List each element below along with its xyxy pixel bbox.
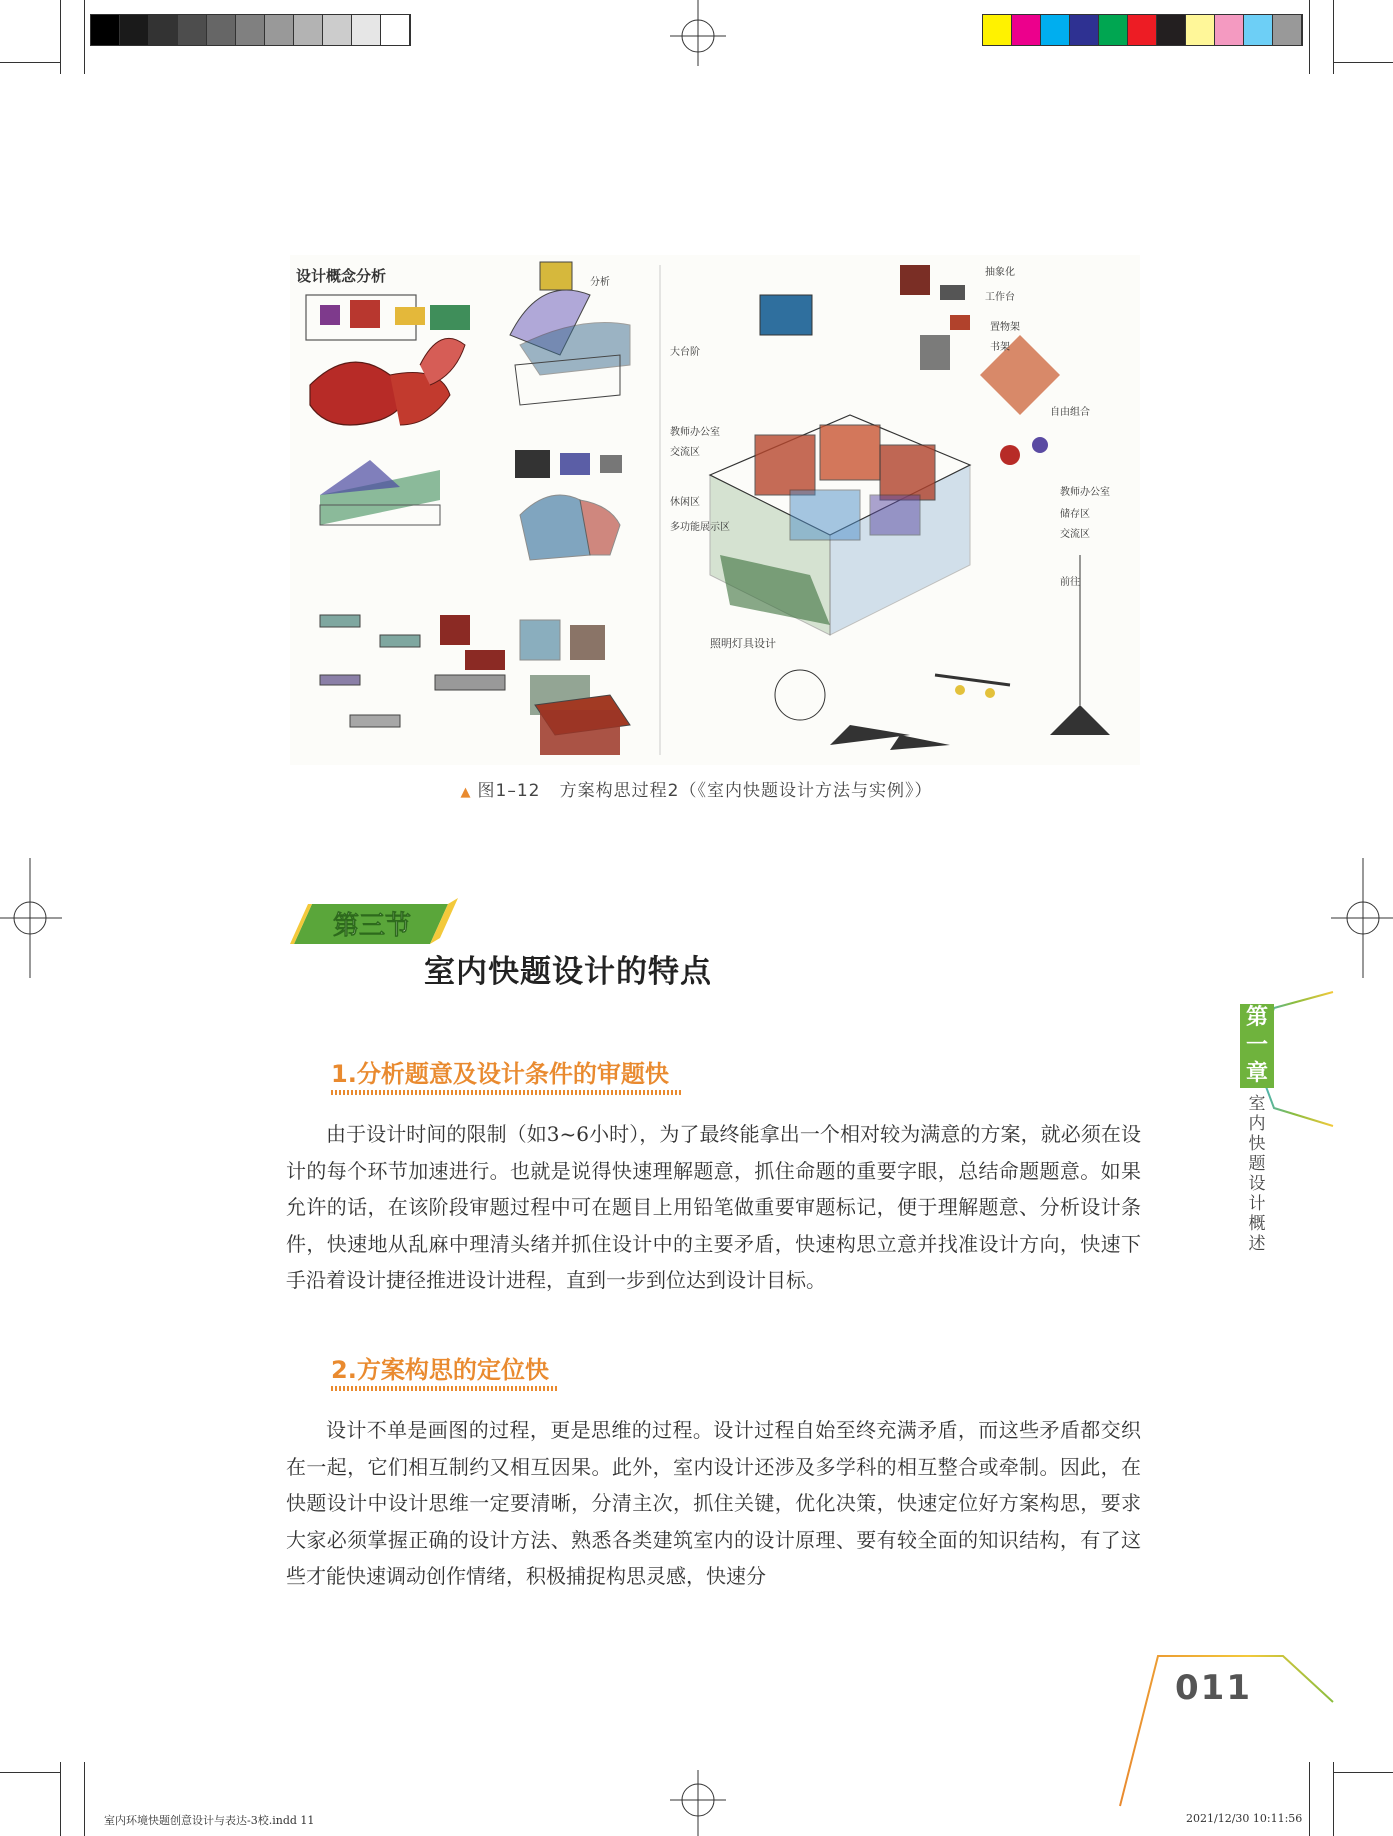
figure-caption (0, 776, 1393, 801)
caption-text: 方案构思过程2（《室内快题设计方法与实例》） (559, 781, 933, 801)
color-swatch (1157, 15, 1186, 45)
chapter-title-char: 题 (1248, 1154, 1266, 1174)
sketch-label: 教师办公室 (1060, 487, 1110, 498)
chapter-title-char: 计 (1248, 1194, 1266, 1214)
subsection-rule-1 (331, 1090, 683, 1095)
page-number: 011 (1175, 1668, 1252, 1708)
sketch-label: 工作台 (985, 292, 1015, 303)
color-swatch (1215, 15, 1244, 45)
chapter-title-char: 室 (1248, 1094, 1266, 1114)
caption-number: 图1–12 (477, 781, 541, 801)
crop-mark (60, 1762, 61, 1836)
gray-swatch (236, 15, 265, 45)
sketch-label: 分析 (590, 277, 610, 288)
sketch-illustration (290, 255, 1140, 765)
gray-swatch (352, 15, 381, 45)
subsection-heading-1: 1.分析题意及设计条件的审题快 (331, 1060, 669, 1088)
gray-swatch (149, 15, 178, 45)
color-swatch (1041, 15, 1070, 45)
paragraph-2: 设计不单是画图的过程，更是思维的过程。设计过程自始至终充满矛盾，而这些矛盾都交织在一起，它们相互制约又相互因果。此外，室内设计还涉及多学科的相互整合或牵制。因此，在快题设计中设计思维一定要清晰，分清主次，抓住关键，优化决策，快速定位好方案构思，要求大家必须掌握正确的设计方法、熟悉各类建筑室内的设计原理、要有较全面的知识结构，有了这些才能快速调动创作情绪，积极捕捉构思灵感，快速分 (286, 1418, 1141, 1589)
chapter-title-char: 内 (1248, 1114, 1266, 1134)
gray-swatch (120, 15, 149, 45)
footer-file-name: 室内环境快题创意设计与表达-3校.indd 11 (104, 1814, 315, 1827)
paragraph-1: 由于设计时间的限制（如3~6小时），为了最终能拿出一个相对较为满意的方案，就必须在设计的每个环节加速进行。也就是说得快速理解题意，抓住命题的重要字眼，总结命题题意。如果允许的话，在该阶段审题过程中可在题目上用铅笔做重要审题标记，便于理解题意、分析设计条件，快速地从乱麻中理清头绪并抓住设计中的主要矛盾，快速构思立意并找准设计方向，快速下手沿着设计捷径推进设计进程，直到一步到位达到设计目标。 (286, 1122, 1141, 1293)
chapter-number-box (1240, 1004, 1274, 1088)
sketch-label: 抽象化 (985, 267, 1015, 278)
sketch-title: 设计概念分析 (296, 267, 387, 285)
sketch-label: 照明灯具设计 (710, 637, 776, 650)
sketch-label: 前往 (1060, 577, 1080, 588)
chapter-char: 章 (1245, 1061, 1268, 1086)
subsection-heading-2: 2.方案构思的定位快 (331, 1356, 549, 1384)
chapter-char: 第 (1245, 1005, 1268, 1030)
chapter-title-char: 设 (1248, 1174, 1266, 1194)
registration-mark-right (1331, 858, 1393, 978)
crop-mark (84, 0, 85, 74)
gray-swatch (265, 15, 294, 45)
chapter-char: 一 (1245, 1033, 1268, 1058)
crop-mark (0, 1772, 60, 1773)
color-swatch (1128, 15, 1157, 45)
sketch-label: 教师办公室 (670, 427, 720, 438)
color-swatch (1012, 15, 1041, 45)
gray-swatch (91, 15, 120, 45)
color-swatch (1244, 15, 1273, 45)
sketch-label: 多功能展示区 (670, 522, 730, 533)
concept-sketch-figure (290, 255, 1140, 765)
sketch-label: 储存区 (1060, 509, 1090, 520)
chapter-side-tab (1240, 1004, 1274, 1254)
color-swatch (1070, 15, 1099, 45)
section-badge (290, 898, 460, 944)
sketch-label: 置物架 (990, 322, 1020, 333)
crop-mark (1333, 1772, 1393, 1773)
crop-mark (1309, 0, 1310, 74)
sketch-label: 书架 (990, 342, 1010, 353)
chapter-title-vertical (1240, 1094, 1274, 1254)
chapter-title-char: 快 (1248, 1134, 1266, 1154)
crop-mark (0, 62, 60, 63)
sketch-label: 休闲区 (670, 497, 700, 508)
gray-swatch (323, 15, 352, 45)
crop-mark (1333, 0, 1334, 74)
section-title: 室内快题设计的特点 (424, 954, 712, 990)
gray-swatch (207, 15, 236, 45)
gray-swatch (381, 15, 410, 45)
sketch-label: 交流区 (670, 447, 700, 458)
color-swatch (983, 15, 1012, 45)
chapter-title-char: 述 (1248, 1234, 1266, 1254)
crop-mark (84, 1762, 85, 1836)
crop-mark (60, 0, 61, 74)
caption-triangle-icon: ▲ (460, 785, 472, 800)
crop-mark (1333, 62, 1393, 63)
registration-mark-bottom (670, 1770, 726, 1836)
color-swatch-bar (982, 14, 1303, 46)
chapter-title-char: 概 (1248, 1214, 1266, 1234)
page-number-decoration (1118, 1636, 1338, 1816)
sketch-label: 交流区 (1060, 529, 1090, 540)
sketch-label: 自由组合 (1050, 407, 1090, 418)
subsection-rule-2 (331, 1386, 559, 1391)
color-swatch (1186, 15, 1215, 45)
gray-swatch (178, 15, 207, 45)
sketch-label: 大台阶 (670, 347, 700, 358)
registration-mark-top (670, 0, 726, 66)
color-swatch (1273, 15, 1302, 45)
color-swatch (1099, 15, 1128, 45)
section-badge-label: 第三节 (332, 911, 412, 941)
registration-mark-left (0, 858, 62, 978)
gray-swatch (294, 15, 323, 45)
footer-timestamp: 2021/12/30 10:11:56 (1186, 1812, 1303, 1825)
gray-swatch-bar (90, 14, 411, 46)
